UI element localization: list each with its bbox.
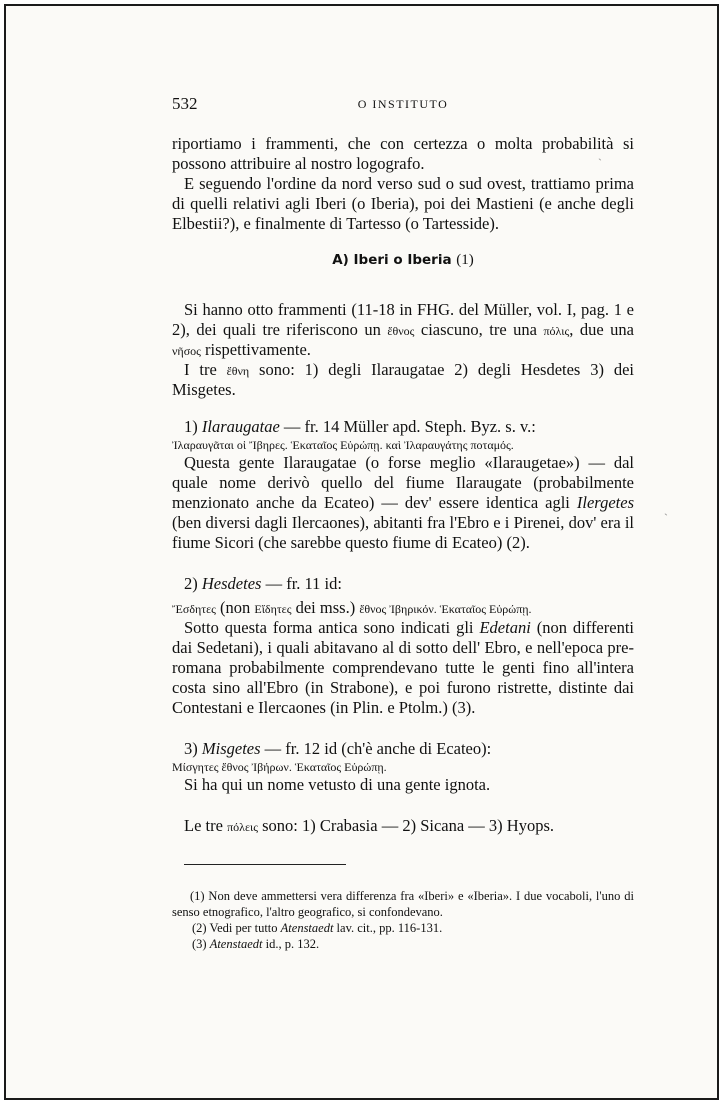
section-heading	[172, 250, 634, 270]
entry2-name: Hesdetes	[201, 574, 262, 593]
entry3-greek: Μίσγητες ἔθνος Ἰβήρων. Ἑκαταῖος Εὐρώπῃ.	[172, 760, 387, 774]
running-title: O INSTITUTO	[357, 97, 449, 111]
footnote-1: (1) Non deve ammettersi vera differenza fra «Iberi» e «Iberia». I due vocaboli, l'uno di senso etnografico, l'altro geografico, si confondevano.	[172, 889, 634, 919]
section-heading-note: (1)	[456, 252, 474, 268]
entry1-greek: Ἰλαραυγᾶται οἱ Ἴβηρες. Ἑκαταῖος Εὐρώπῃ. καὶ Ἰλαραυγάτης ποταμός.	[172, 438, 514, 452]
paragraph-ethne: I tre ἔθνη sono: 1) degli Ilaraugatae 2) degli Hesdetes 3) dei Misgetes.	[172, 360, 634, 399]
entry1-title: 1) Ilaraugatae — fr. 14 Müller apd. Steph. Byz. s. v.:	[184, 417, 536, 436]
greek-word: νῆσος	[172, 344, 201, 358]
entry2-title: 2) Hesdetes — fr. 11 id:	[184, 574, 342, 593]
entry1-text: Questa gente Ilaraugatae (o forse meglio «Ilaraugetae») — dal quale nome derivò quello del fiume Ilaraugate (probabilmente menzionato anche da Ecateo) — dev' essere identica agli Ilergetes (ben diversi dagli Ilercaones), abitanti fra l'Ebro e i Pirenei, dov' era il fiume Sicori (che sarebbe questo fiume di Ecateo) (2).	[172, 453, 634, 552]
footnote-3: (3) Atenstaedt id., p. 132.	[192, 937, 320, 951]
footnote-rule	[184, 864, 346, 865]
margin-mark: `	[664, 511, 668, 525]
section-heading-label: A) Iberi o Iberia	[332, 252, 452, 268]
page-header	[172, 94, 634, 118]
entry3-name: Misgetes	[201, 739, 261, 758]
footnotes	[172, 888, 634, 952]
greek-word: πόλεις	[227, 820, 258, 834]
entry3-title: 3) Misgetes — fr. 12 id (ch'è anche di Ecateo):	[184, 739, 492, 758]
page-number: 532	[172, 94, 198, 113]
footnote-2: (2) Vedi per tutto Atenstaedt lav. cit., pp. 116-131.	[192, 921, 443, 935]
greek-word: πόλις	[543, 324, 570, 338]
book-page	[4, 4, 719, 1100]
entry2-greek: Ἔσδητες (non Εἴδητες dei mss.) ἔθνος Ἰβηρικόν. Ἑκαταῖος Εὐρώπῃ.	[172, 598, 532, 617]
main-text	[172, 134, 634, 865]
entry3-text: Si ha qui un nome vetusto di una gente ignota.	[184, 775, 491, 794]
margin-mark: `	[598, 156, 602, 170]
entry1-name: Ilaraugatae	[201, 417, 280, 436]
paragraph-intro: riportiamo i frammenti, che con certezza o molta probabilità si possono attribuire al nostro logografo.	[172, 134, 634, 173]
greek-word: ἔθνη	[226, 364, 250, 378]
entry2-text: Sotto questa forma antica sono indicati gli Edetani (non differenti dai Sedetani), i quali abitavano al di sotto dell' Ebro, e nell'epoca pre-romana probabilmente comprendevano tutte le genti fino all'intera costa sino all'Ebro (in Strabone), e poi furono ristrette, distinte dai Contestani e Ilercaones (in Plin. e Ptolm.) (3).	[172, 618, 634, 717]
paragraph-cities: Le tre πόλεις sono: 1) Crabasia — 2) Sicana — 3) Hyops.	[184, 816, 555, 835]
paragraph-fragments: Si hanno otto frammenti (11-18 in FHG. del Müller, vol. I, pag. 1 e 2), dei quali tre riferiscono un ἔθνος ciascuno, tre una πόλις, due una νῆσος rispettivamente.	[172, 300, 634, 359]
paragraph-order: E seguendo l'ordine da nord verso sud o sud ovest, trattiamo prima di quelli relativi agli Iberi (o Iberia), poi dei Mastieni (e anche degli Elbestii?), e finalmente di Tartesso (o Tartesside).	[172, 174, 634, 233]
greek-word: ἔθνος	[387, 324, 415, 338]
